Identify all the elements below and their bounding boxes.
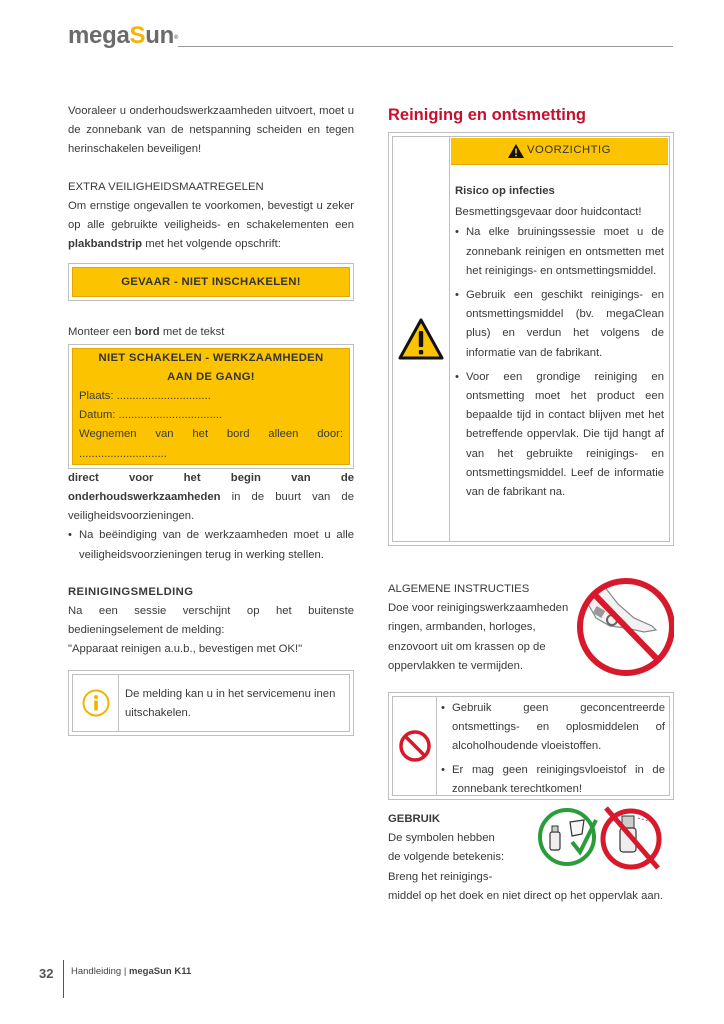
restore-bullet: • Na beëindiging van de werkzaamheden moet u alle veiligheidsvoorzieningen terug in werking stellen.: [68, 526, 354, 564]
right-column: [388, 104, 674, 906]
general-heading: ALGEMENE INSTRUCTIES: [388, 583, 530, 595]
usage-line-4: middel op het doek en niet direct op het oppervlak aan.: [388, 889, 664, 902]
intro-paragraph: Vooraleer u onderhoudswerkzaamheden uitvoert, moet u de zonnebank van de netspanning scheiden en tegen herinschakelen beveiligen!: [68, 105, 354, 156]
section-title: Reiniging en ontsmetting: [388, 106, 586, 124]
warning-triangle-icon: [392, 136, 450, 542]
cleaning-message-quote: "Apparaat reinigen a.u.b., bevestigen met OK!": [68, 643, 303, 656]
sign-title-line-1: NIET SCHAKELEN - WERKZAAMHEDEN: [98, 351, 324, 364]
risk-bullet-2: • Gebruik een geschikt reinigings- en ontsmettingsmiddel (bv. megaClean plus) en verdun het volgens de informatie van de fabrikant.: [455, 286, 664, 363]
danger-tape-label: GEVAAR - NIET INSCHAKELEN!: [72, 267, 350, 297]
risk-line: Besmettingsgevaar door huidcontact!: [455, 206, 642, 219]
danger-tape-box: [68, 263, 354, 301]
info-note-box: [68, 670, 354, 736]
no-jewelry-icon: [574, 574, 674, 676]
general-instructions: [388, 580, 674, 680]
risk-bullet-3: • Voor een grondige reiniging en ontsmetting moet het product een bepaalde tijd in contact blijven met het betreffende oppervlak. Die tijd hangt af van het gebruikte reinigings- en ontsmettingsmiddel. Leef de informatie van de fabrikant na.: [455, 368, 664, 502]
usage-line-2: de volgende betekenis:: [388, 851, 505, 864]
after-sign-text: direct voor het begin van de onderhoudswerkzaamheden in de buurt van de veiligheidsvoorzieningen.: [68, 471, 354, 523]
megasun-logo: megaSun®: [68, 22, 179, 49]
prohibition-bullet-1: • Gebruik geen geconcentreerde ontsmettings- en oplosmiddelen of alcoholhoudende vloeistoffen.: [441, 699, 665, 757]
usage-line-3: Breng het reinigings-: [388, 870, 493, 883]
sign-remove: Wegnemen van het bord alleen door:: [79, 428, 343, 441]
page-number: 32: [39, 966, 54, 981]
spray-direct-prohibited-icon: [598, 804, 664, 870]
left-column: [68, 102, 354, 736]
general-text: Doe voor reinigingswerkzaamheden ringen, armbanden, horloges, enzovoort uit om krassen op de oppervlakken te vermijden.: [388, 602, 569, 672]
caution-label: VOORZICHTIG: [527, 144, 611, 157]
info-note-text: De melding kan u in het servicemenu inen uitschakelen.: [119, 674, 350, 732]
mount-sign-text: Monteer een bord met de tekst: [68, 326, 225, 339]
extra-safety-text: Om ernstige ongevallen te voorkomen, bevestigt u zeker op alle gebruikte veiligheids- en schakelementen een plakbandstrip met het volgende opschrift:: [68, 199, 354, 251]
cleaning-message-heading: REINIGINGSMELDING: [68, 585, 194, 598]
usage-line-1: De symbolen hebben: [388, 832, 495, 845]
prohibition-icon: [392, 696, 437, 796]
prohibition-bullet-2: • Er mag geen reinigingsvloeistof in de zonnebank terechtkomen!: [441, 761, 665, 799]
info-icon: [72, 674, 119, 732]
sign-place: Plaats: ..............................: [79, 390, 211, 403]
sign-title-line-2: AAN DE GANG!: [167, 370, 255, 383]
work-sign-box: [68, 344, 354, 469]
spray-on-cloth-allowed-icon: [536, 806, 598, 868]
risk-bullet-1: • Na elke bruiningssessie moet u de zonnebank reinigen en ontsmetten met het reinigings- en ontsmettingsmiddel.: [455, 223, 664, 281]
sign-dots: ............................: [79, 447, 167, 460]
extra-safety-heading: EXTRA VEILIGHEIDSMAATREGELEN: [68, 180, 264, 193]
usage-section: [388, 810, 674, 906]
caution-header: [451, 138, 668, 165]
prohibition-box: [388, 692, 674, 800]
sign-date: Datum: .................................: [79, 409, 223, 422]
caution-box: [388, 132, 674, 546]
footer-label: Handleiding | megaSun K11: [71, 966, 192, 977]
footer-divider: [63, 960, 64, 998]
header-rule: [178, 46, 673, 47]
caution-small-icon: [508, 144, 524, 158]
cleaning-message-text: Na een sessie verschijnt op het buitenste bedieningselement de melding:: [68, 605, 354, 637]
usage-heading: GEBRUIK: [388, 813, 441, 825]
risk-heading: Risico op infecties: [455, 185, 555, 197]
